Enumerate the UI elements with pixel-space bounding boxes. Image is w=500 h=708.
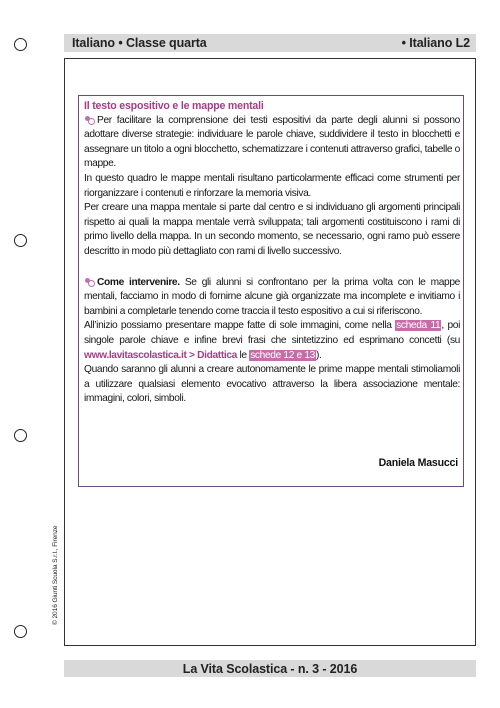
paragraph-4: Come intervenire. Se gli alunni si confrontano per la prima volta con le mappe mentali, facciamo in modo di fornirne alcune già organizzate ma incomplete e invitiamo i bambini a completarle tenendo come traccia il testo espositivo a cui si riferiscono. <box>84 276 460 317</box>
binder-hole-3 <box>14 429 27 442</box>
article-title: Il testo espositivo e le mappe mentali <box>84 100 264 112</box>
section-lead: Come intervenire. <box>97 276 180 288</box>
paragraph-5: All’inizio possiamo presentare mappe fatte di sole immagini, come nella scheda 11, poi singole parole chiave e infine brevi frasi che sintetizzino ed esprimano concetti (su www.lavitascolastica.it > Didattica le schede 12 e 13). <box>84 320 461 361</box>
author-signature: Daniela Masucci <box>378 457 458 469</box>
paragraph-6: Quando saranno gli alunni a creare autonomamente le prime mappe mentali stimoliamoli a utilizzare qualsiasi elemento evocativo attraverso la libera associazione mentale: immagini, colori, simboli. <box>84 364 460 405</box>
copyright-note: © 2016 Giunti Scuola S.r.l., Firenze <box>52 525 59 625</box>
header-subject: Italiano • Classe quarta <box>72 36 207 50</box>
paragraph-2: In questo quadro le mappe mentali risultano particolarmente efficaci come strumenti per riorganizzare i contenuti e rinforzare la memoria visiva. <box>84 172 460 199</box>
footer-text: La Vita Scolastica - n. 3 - 2016 <box>182 661 358 676</box>
bullet-icon <box>84 115 94 123</box>
page-header <box>64 34 476 52</box>
article-body <box>84 99 460 407</box>
binder-hole-1 <box>14 38 27 51</box>
website-link[interactable]: www.lavitascolastica.it > Didattica <box>84 349 237 361</box>
paragraph-1: Per facilitare la comprensione dei testi espositivi da parte degli alunni si possono adottare diverse strategie: individuare le parole chiave, suddividere il testo in blocchetti e assegnare un titolo a ogni blocchetto, schematizzare i contenuti attraverso grafici, tabelle o mappe. <box>84 114 460 170</box>
schede-12-13-highlight: schede 12 e 13 <box>250 349 315 361</box>
bullet-icon <box>84 277 94 285</box>
binder-hole-4 <box>14 625 27 638</box>
page-footer <box>64 660 476 677</box>
binder-hole-2 <box>14 234 27 247</box>
scheda-11-highlight: scheda 11 <box>396 320 441 332</box>
header-section: • Italiano L2 <box>401 36 470 50</box>
paragraph-3: Per creare una mappa mentale si parte dal centro e si individuano gli argomenti principali rispetto ai quali la mappa mentale verrà sviluppata; tali argomenti costituiscono i rami di primo livello della mappa. In un secondo momento, se necessario, ogni ramo può essere descritto in modo più dettagliato con rami di livello successivo. <box>84 202 460 257</box>
